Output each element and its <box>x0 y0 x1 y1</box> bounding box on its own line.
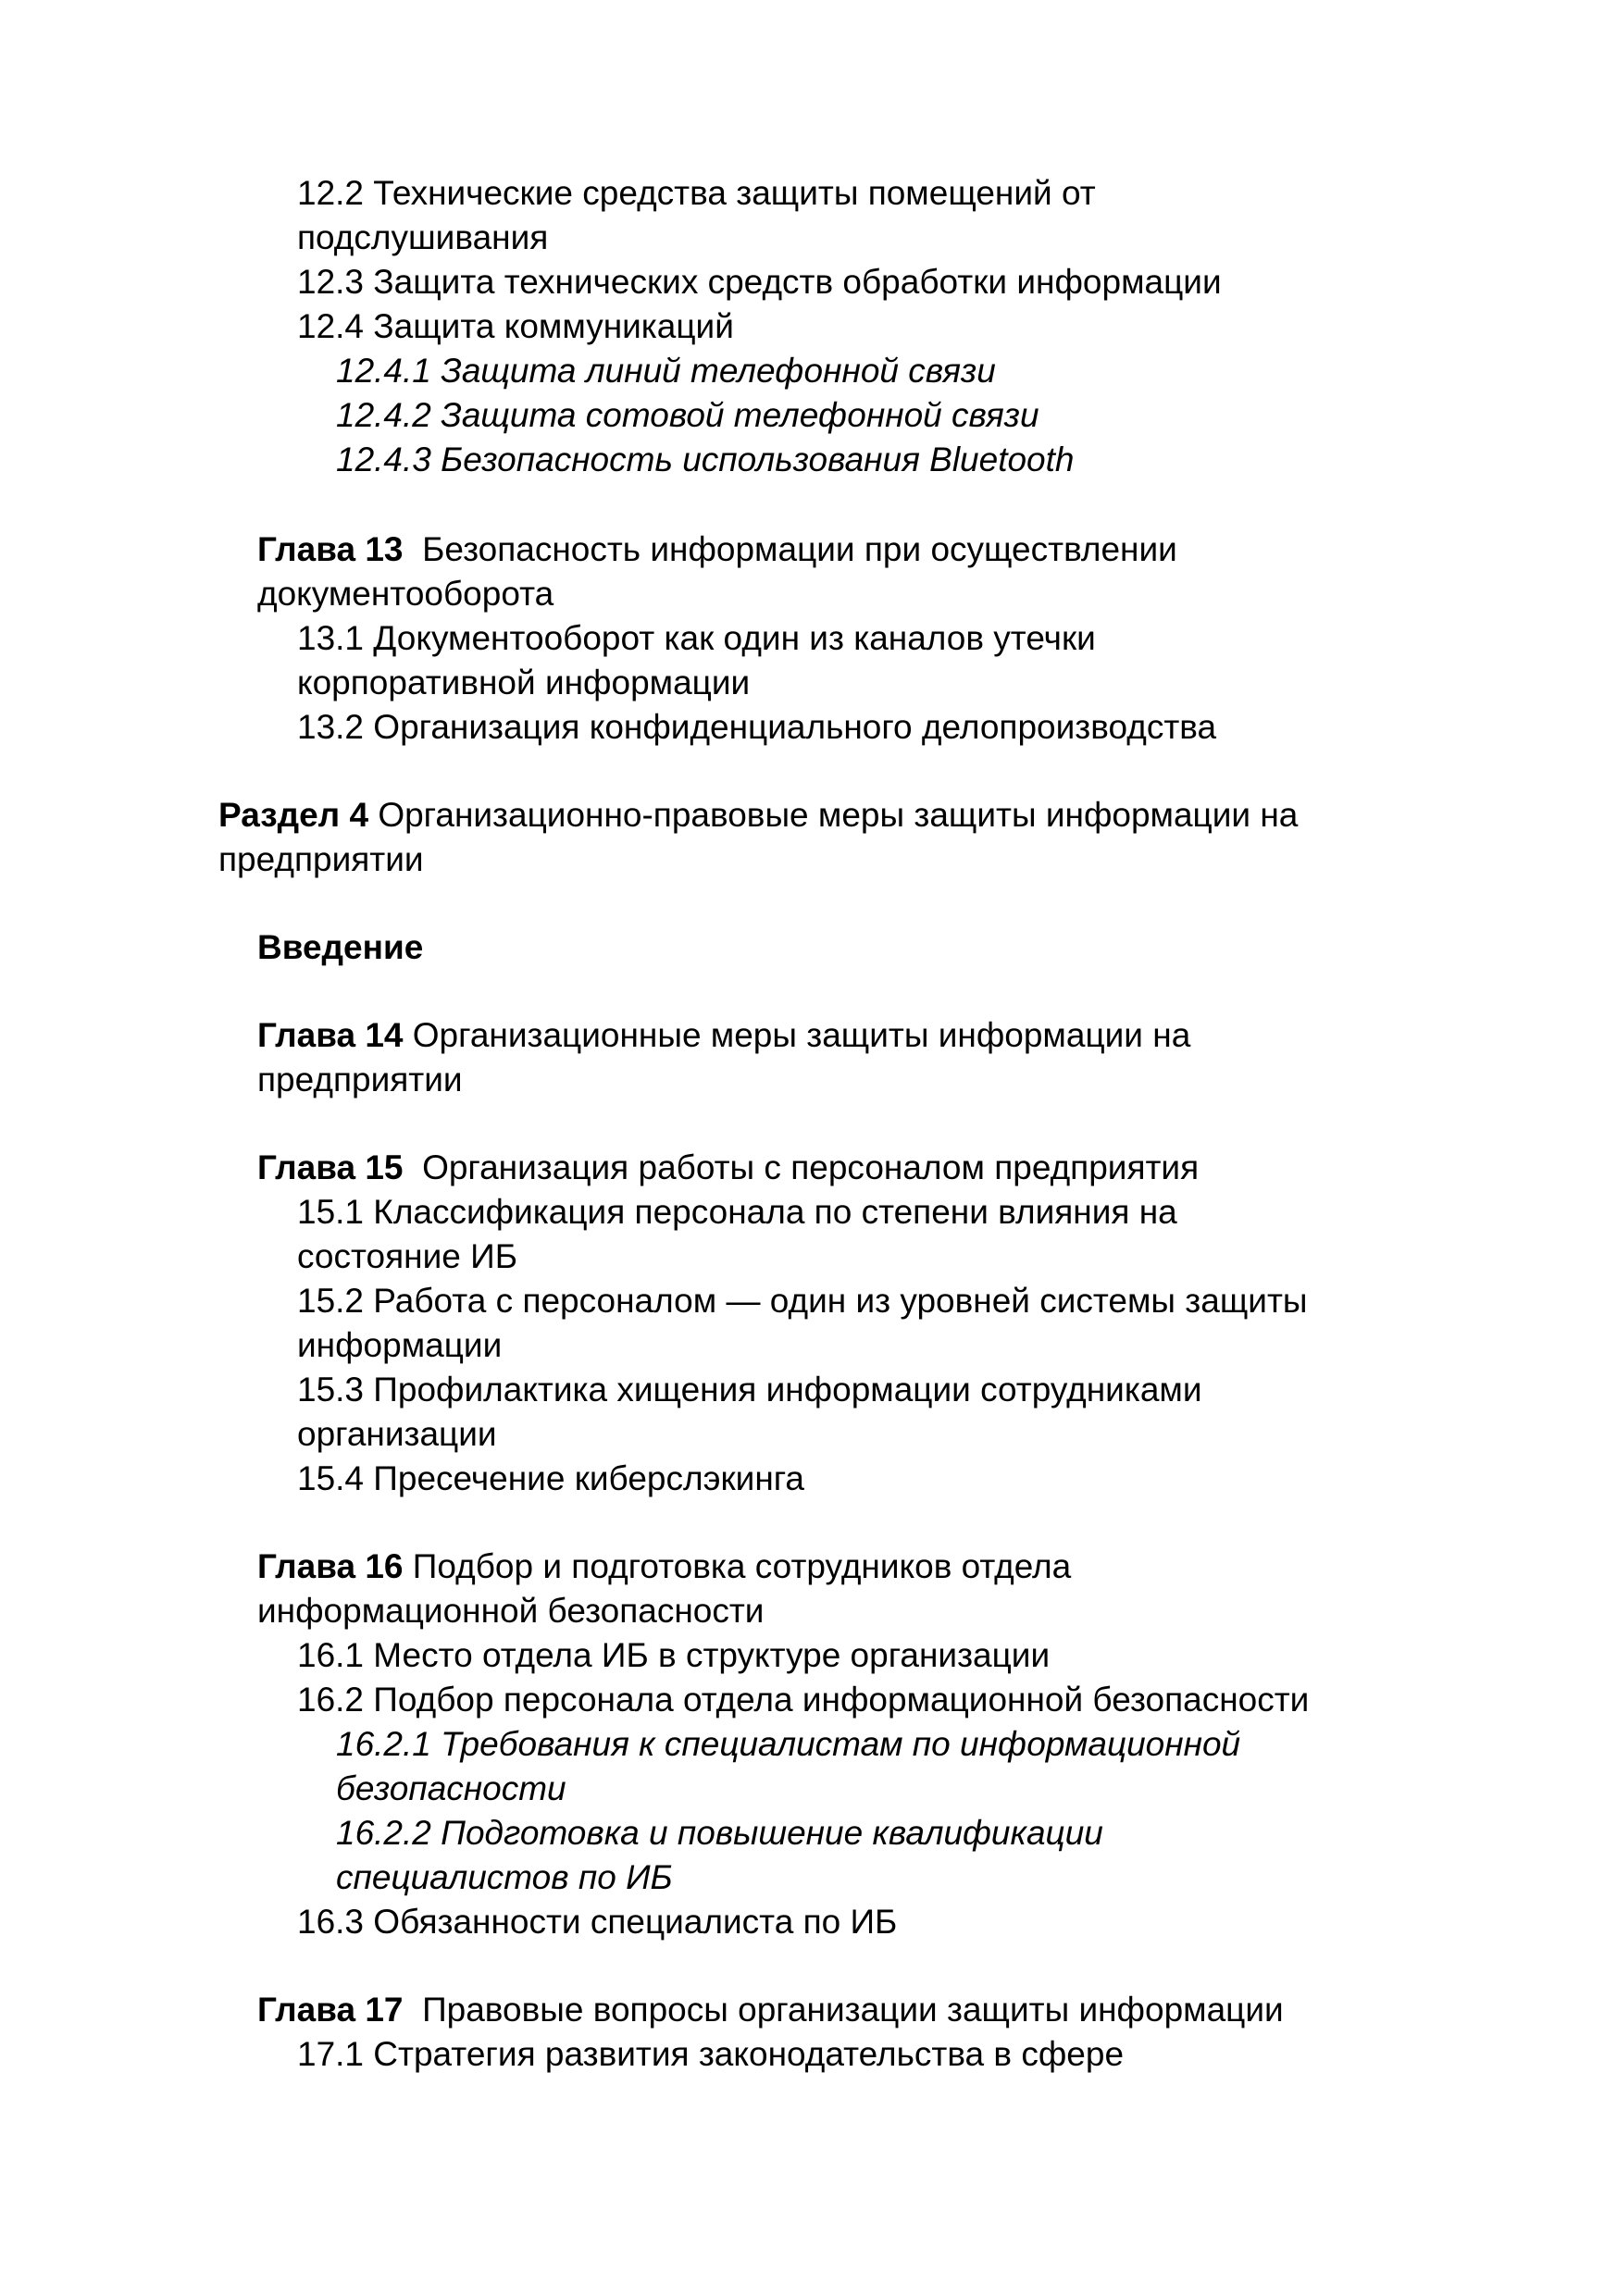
toc-introduction: Введение <box>257 928 424 966</box>
toc-entry-13-2: 13.2 Организация конфиденциального делопроизводства <box>297 708 1217 746</box>
toc-entry-12-4-2: 12.4.2 Защита сотовой телефонной связи <box>336 396 1039 434</box>
toc-chapter-13-title-line2: документооборота <box>257 575 554 613</box>
part-label: Раздел 4 <box>218 796 369 834</box>
toc-entry-15-1-line2: состояние ИБ <box>297 1237 517 1275</box>
toc-chapter-16-title-line2: информационной безопасности <box>257 1592 765 1630</box>
chapter-label: Глава 13 <box>257 530 404 568</box>
toc-chapter-15 <box>257 1146 1199 1190</box>
part-title: Организационно-правовые меры защиты информации на <box>378 796 1299 834</box>
chapter-label: Глава 16 <box>257 1547 404 1585</box>
toc-entry-16-2-2-line2: специалистов по ИБ <box>336 1858 673 1896</box>
toc-entry-12-2-line1: 12.2 Технические средства защиты помещений от <box>297 174 1096 212</box>
toc-entry-15-3-line2: организации <box>297 1415 497 1453</box>
toc-chapter-14 <box>257 1013 1190 1058</box>
toc-entry-15-4: 15.4 Пресечение киберслэкинга <box>297 1459 805 1497</box>
chapter-title: Организация работы с персоналом предприятия <box>422 1148 1200 1186</box>
toc-chapter-13 <box>257 527 1177 572</box>
toc-entry-16-1: 16.1 Место отдела ИБ в структуре организации <box>297 1636 1051 1674</box>
chapter-title: Безопасность информации при осуществлении <box>422 530 1177 568</box>
toc-part-4-title-line2: предприятии <box>218 840 424 878</box>
toc-entry-16-3: 16.3 Обязанности специалиста по ИБ <box>297 1903 898 1941</box>
toc-entry-12-3: 12.3 Защита технических средств обработки информации <box>297 263 1222 301</box>
toc-part-4 <box>218 793 1298 838</box>
toc-entry-15-3-line1: 15.3 Профилактика хищения информации сотрудниками <box>297 1371 1202 1409</box>
toc-entry-16-2: 16.2 Подбор персонала отдела информационной безопасности <box>297 1681 1310 1719</box>
toc-entry-12-4-1: 12.4.1 Защита линий телефонной связи <box>336 352 996 390</box>
chapter-label: Глава 15 <box>257 1148 404 1186</box>
toc-entry-17-1: 17.1 Стратегия развития законодательства в сфере <box>297 2035 1125 2073</box>
toc-chapter-16 <box>257 1545 1071 1589</box>
chapter-title: Правовые вопросы организации защиты информации <box>422 1991 1284 2029</box>
toc-entry-15-1-line1: 15.1 Классификация персонала по степени влияния на <box>297 1193 1177 1231</box>
chapter-label: Глава 14 <box>257 1016 404 1054</box>
toc-entry-16-2-2-line1: 16.2.2 Подготовка и повышение квалификации <box>336 1814 1103 1852</box>
toc-entry-12-2-line2: подслушивания <box>297 218 549 256</box>
toc-entry-12-4: 12.4 Защита коммуникаций <box>297 307 734 345</box>
toc-entry-15-2-line1: 15.2 Работа с персоналом — один из уровней системы защиты <box>297 1282 1308 1320</box>
toc-entry-16-2-1-line2: безопасности <box>336 1769 566 1807</box>
chapter-label: Глава 17 <box>257 1991 404 2029</box>
toc-chapter-17 <box>257 1988 1284 2032</box>
toc-entry-15-2-line2: информации <box>297 1326 503 1364</box>
toc-entry-16-2-1-line1: 16.2.1 Требования к специалистам по информационной <box>336 1725 1241 1763</box>
toc-entry-13-1-line2: корпоративной информации <box>297 664 751 701</box>
toc-entry-12-4-3: 12.4.3 Безопасность использования Bluetooth <box>336 441 1075 478</box>
chapter-title: Подбор и подготовка сотрудников отдела <box>412 1547 1072 1585</box>
toc-chapter-14-title-line2: предприятии <box>257 1061 463 1098</box>
toc-entry-13-1-line1: 13.1 Документооборот как один из каналов утечки <box>297 619 1096 657</box>
chapter-title: Организационные меры защиты информации на <box>412 1016 1191 1054</box>
